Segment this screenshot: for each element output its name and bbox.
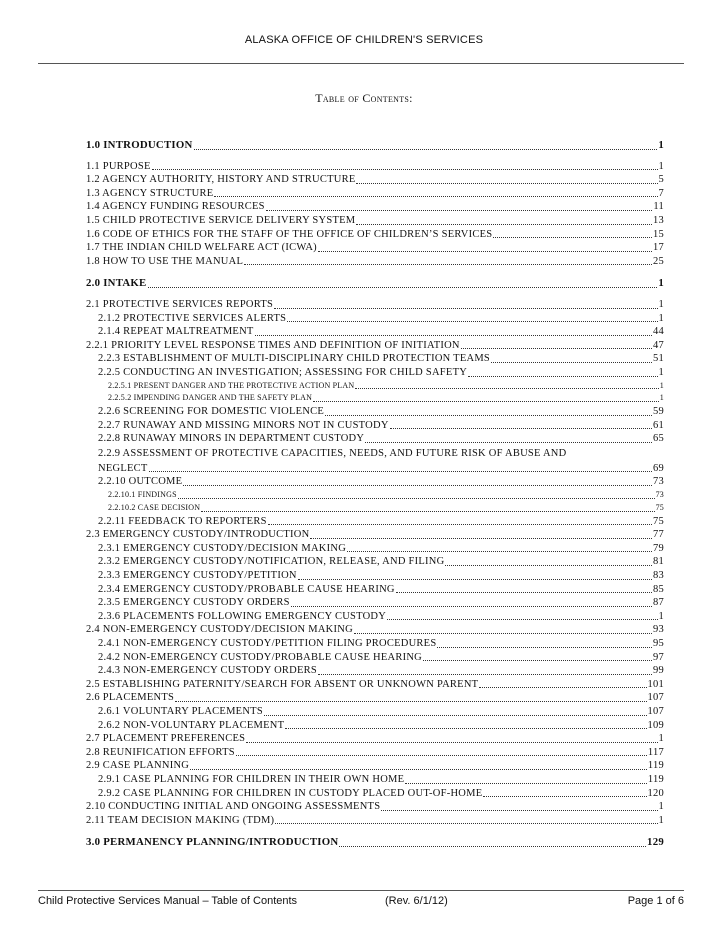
toc-entry-page: 1: [658, 139, 664, 151]
dot-leader: [152, 158, 658, 170]
toc-entry-page: 65: [653, 433, 664, 445]
toc-entry-label: 2.2.6 SCREENING FOR DOMESTIC VIOLENCE: [98, 406, 325, 418]
dot-leader: [266, 199, 653, 211]
toc-entry-label: 2.7 PLACEMENT PREFERENCES: [86, 733, 246, 745]
toc-entry-page: 1: [658, 312, 664, 324]
toc-entry-label: 2.3.6 PLACEMENTS FOLLOWING EMERGENCY CUSTODY: [98, 610, 387, 622]
dot-leader: [264, 704, 647, 716]
dot-leader: [355, 379, 658, 389]
toc-entry-page: 99: [653, 665, 664, 677]
toc-entry[interactable]: [86, 814, 664, 828]
toc-entry-label: 2.1.2 PROTECTIVE SERVICES ALERTS: [98, 312, 287, 324]
footer-page-number: Page 1 of 6: [627, 895, 684, 907]
toc-entry-label: 1.3 AGENCY STRUCTURE: [86, 187, 214, 199]
dot-leader: [148, 276, 658, 288]
toc-entry-page: 79: [653, 542, 664, 554]
toc-entry-label: 2.2.10.1 FINDINGS: [108, 490, 177, 500]
toc-entry-label: 2.3.2 EMERGENCY CUSTODY/NOTIFICATION, RELEASE, AND FILING: [98, 556, 445, 568]
toc-entry-page: 1: [658, 610, 664, 622]
dot-leader: [396, 581, 652, 593]
toc-entry-page: 97: [653, 651, 664, 663]
toc-entry-label: 2.9.1 CASE PLANNING FOR CHILDREN IN THEIR OWN HOME: [98, 773, 405, 785]
dot-leader: [274, 297, 657, 309]
toc-entry-label: 2.8 REUNIFICATION EFFORTS: [86, 746, 235, 758]
toc-entry-label: 2.2.7 RUNAWAY AND MISSING MINORS NOT IN CUSTODY: [98, 419, 389, 431]
toc-entry-page: 119: [647, 760, 664, 772]
toc-entry-page: 1: [658, 733, 664, 745]
toc-entry-page: 1: [658, 814, 664, 826]
dot-leader: [387, 608, 657, 620]
toc-entry-label: 2.0 INTAKE: [86, 277, 147, 290]
toc-entry-page: 7: [658, 187, 664, 199]
toc-entry-label: 2.4.2 NON-EMERGENCY CUSTODY/PROBABLE CAUSE HEARING: [98, 651, 423, 663]
toc-entry-label: 3.0 PERMANENCY PLANNING/INTRODUCTION: [86, 836, 339, 849]
toc-entry-page: 1: [658, 298, 664, 310]
dot-leader: [183, 474, 652, 486]
page-header: ALASKA OFFICE OF CHILDREN'S SERVICES: [244, 34, 484, 46]
toc-entry-label: 2.2.5.1 PRESENT DANGER AND THE PROTECTIVE ACTION PLAN: [108, 380, 355, 390]
dot-leader: [190, 758, 647, 770]
toc-entry-label: 2.1.4 REPEAT MALTREATMENT: [98, 326, 254, 338]
toc-entry-page: 11: [653, 201, 664, 213]
dot-leader: [246, 731, 657, 743]
toc-entry-page: 120: [647, 787, 664, 799]
dot-leader: [491, 351, 652, 363]
toc-entry-label: 2.10 CONDUCTING INITIAL AND ONGOING ASSESSMENTS: [86, 801, 381, 813]
toc-entry-label: 2.1 PROTECTIVE SERVICES REPORTS: [86, 298, 274, 310]
header-rule: [38, 63, 684, 64]
toc-entry-label: 2.9.2 CASE PLANNING FOR CHILDREN IN CUSTODY PLACED OUT-OF-HOME: [98, 787, 483, 799]
toc-entry-label: 2.2.3 ESTABLISHMENT OF MULTI-DISCIPLINARY CHILD PROTECTION TEAMS: [98, 353, 491, 365]
toc-entry-page: 93: [653, 624, 664, 636]
toc-entry[interactable]: [86, 446, 664, 476]
footer-manual-title: Child Protective Services Manual – Table of Contents: [38, 895, 298, 907]
toc-entry-page: 5: [658, 174, 664, 186]
toc-entry[interactable]: [86, 489, 664, 502]
toc-entry-label: 2.3.4 EMERGENCY CUSTODY/PROBABLE CAUSE HEARING: [98, 583, 395, 595]
dot-leader: [268, 513, 652, 525]
toc-entry[interactable]: [86, 277, 664, 291]
toc-entry-label: 2.4.1 NON-EMERGENCY CUSTODY/PETITION FILING PROCEDURES: [98, 638, 437, 649]
toc-entry[interactable]: [86, 475, 664, 489]
toc-entry-page: 95: [653, 638, 664, 649]
toc-entry-label: 1.5 CHILD PROTECTIVE SERVICE DELIVERY SYSTEM: [86, 214, 356, 226]
toc-entry-label: 2.2.8 RUNAWAY MINORS IN DEPARTMENT CUSTODY: [98, 433, 365, 445]
dot-leader: [339, 835, 646, 847]
toc-entry-page: 73: [653, 476, 664, 488]
toc-entry-page: 75: [655, 502, 664, 512]
toc-entry-label: 2.3.3 EMERGENCY CUSTODY/PETITION: [98, 570, 297, 582]
toc-entry[interactable]: [86, 836, 664, 850]
dot-leader: [405, 772, 647, 784]
toc-entry-label: 2.6.1 VOLUNTARY PLACEMENTS: [98, 705, 263, 717]
toc-entry[interactable]: [86, 139, 664, 153]
toc-entry-page: 75: [653, 515, 664, 527]
toc-entry-label: 2.3.5 EMERGENCY CUSTODY ORDERS: [98, 597, 290, 609]
toc-entry-page: 109: [647, 719, 664, 731]
toc-entry-page: 81: [653, 556, 664, 568]
footer-revision: (Rev. 6/1/12): [385, 895, 448, 907]
toc-entry-page: 107: [647, 692, 664, 704]
dot-leader: [291, 595, 652, 607]
table-of-contents: [86, 139, 664, 850]
toc-entry-label: 2.2.9 ASSESSMENT OF PROTECTIVE CAPACITIES, NEEDS, AND FUTURE RISK OF ABUSE AND: [98, 447, 567, 459]
dot-leader: [493, 226, 652, 238]
toc-entry[interactable]: [86, 380, 664, 393]
dot-leader: [178, 489, 655, 499]
dot-leader: [244, 253, 652, 265]
toc-entry-label: 2.3.1 EMERGENCY CUSTODY/DECISION MAKING: [98, 542, 347, 554]
dot-leader: [365, 431, 652, 443]
dot-leader: [437, 636, 652, 648]
toc-entry-page: 77: [653, 529, 664, 541]
toc-entry-label: 2.3 EMERGENCY CUSTODY/INTRODUCTION: [86, 529, 310, 541]
toc-entry-page: 107: [647, 705, 664, 717]
dot-leader: [356, 213, 652, 225]
toc-entry-label: 1.8 HOW TO USE THE MANUAL: [86, 255, 244, 267]
toc-entry-page: 69: [653, 462, 664, 474]
dot-leader: [310, 527, 652, 539]
dot-leader: [285, 717, 646, 729]
toc-entry-page: 1: [658, 801, 664, 813]
dot-leader: [255, 324, 652, 336]
toc-entry-label: 2.11 TEAM DECISION MAKING (TDM): [86, 814, 275, 826]
dot-leader: [287, 310, 657, 322]
dot-leader: [381, 799, 657, 811]
toc-entry-label: 2.2.10.2 CASE DECISION: [108, 502, 201, 512]
toc-entry-label: 2.4.3 NON-EMERGENCY CUSTODY ORDERS: [98, 665, 317, 677]
dot-leader: [356, 172, 657, 184]
toc-entry-page: 1: [658, 160, 664, 172]
toc-entry-label: 2.4 NON-EMERGENCY CUSTODY/DECISION MAKING: [86, 624, 353, 636]
toc-entry-label: 2.6.2 NON-VOLUNTARY PLACEMENT: [98, 719, 285, 731]
dot-leader: [149, 460, 652, 472]
toc-entry-page: 59: [653, 406, 664, 418]
toc-entry-page: 15: [653, 228, 664, 240]
toc-entry-page: 61: [653, 419, 664, 431]
toc-entry-page: 1: [658, 277, 664, 290]
toc-entry[interactable]: [86, 432, 664, 446]
toc-entry-page: 85: [653, 583, 664, 595]
toc-entry-page: 47: [653, 339, 664, 351]
dot-leader: [318, 663, 652, 675]
dot-leader: [194, 138, 658, 150]
dot-leader: [175, 690, 646, 702]
toc-entry-label: 2.2.11 FEEDBACK TO REPORTERS: [98, 515, 267, 527]
toc-entry-page: 83: [653, 570, 664, 582]
toc-entry-label: 1.4 AGENCY FUNDING RESOURCES: [86, 201, 265, 213]
toc-entry-page: 13: [653, 214, 664, 226]
toc-entry-label: 2.5 ESTABLISHING PATERNITY/SEARCH FOR ABSENT OR UNKNOWN PARENT: [86, 678, 479, 690]
toc-entry-page: 117: [647, 746, 664, 758]
toc-entry-label-continued: NEGLECT: [98, 462, 148, 474]
dot-leader: [479, 676, 646, 688]
dot-leader: [298, 568, 652, 580]
toc-entry-page: 1: [658, 366, 664, 378]
dot-leader: [354, 622, 652, 634]
dot-leader: [468, 365, 657, 377]
dot-leader: [318, 240, 652, 252]
toc-title: Table of Contents:: [315, 91, 413, 105]
toc-entry-label: 1.1 PURPOSE: [86, 160, 151, 172]
toc-entry-page: 101: [647, 678, 664, 690]
footer-rule: [38, 890, 684, 891]
toc-entry-label: 1.7 THE INDIAN CHILD WELFARE ACT (ICWA): [86, 242, 317, 254]
toc-entry-page: 1: [659, 380, 664, 390]
dot-leader: [325, 404, 652, 416]
toc-entry-page: 119: [647, 773, 664, 785]
toc-entry-page: 73: [655, 490, 664, 500]
toc-entry-label: 2.6 PLACEMENTS: [86, 692, 175, 704]
toc-entry-page: 129: [647, 836, 664, 849]
dot-leader: [275, 812, 657, 824]
toc-entry-label: 1.6 CODE OF ETHICS FOR THE STAFF OF THE OFFICE OF CHILDREN’S SERVICES: [86, 228, 493, 240]
toc-entry-label: 2.2.5 CONDUCTING AN INVESTIGATION; ASSESSING FOR CHILD SAFETY: [98, 366, 468, 378]
dot-leader: [236, 744, 647, 756]
toc-entry-label: 2.2.10 OUTCOME: [98, 476, 183, 488]
toc-entry-page: 44: [653, 326, 664, 338]
dot-leader: [390, 417, 652, 429]
toc-entry-label: 1.2 AGENCY AUTHORITY, HISTORY AND STRUCTURE: [86, 174, 356, 186]
dot-leader: [423, 649, 652, 661]
toc-entry-page: 17: [653, 242, 664, 254]
dot-leader: [347, 540, 652, 552]
dot-leader: [313, 392, 659, 402]
dot-leader: [461, 337, 652, 349]
dot-leader: [214, 185, 657, 197]
dot-leader: [445, 554, 652, 566]
toc-entry-label: 1.0 INTRODUCTION: [86, 139, 193, 151]
toc-entry-page: 51: [653, 353, 664, 365]
toc-entry[interactable]: [86, 255, 664, 269]
toc-entry-page: 1: [659, 393, 664, 403]
dot-leader: [201, 502, 654, 512]
toc-entry-page: 87: [653, 597, 664, 609]
toc-entry-label: 2.2.1 PRIORITY LEVEL RESPONSE TIMES AND DEFINITION OF INITIATION: [86, 339, 460, 351]
toc-entry[interactable]: [86, 366, 664, 380]
dot-leader: [483, 785, 646, 797]
toc-entry-label: 2.2.5.2 IMPENDING DANGER AND THE SAFETY PLAN: [108, 393, 313, 403]
toc-entry-label: 2.9 CASE PLANNING: [86, 760, 190, 772]
toc-entry-page: 25: [653, 255, 664, 267]
